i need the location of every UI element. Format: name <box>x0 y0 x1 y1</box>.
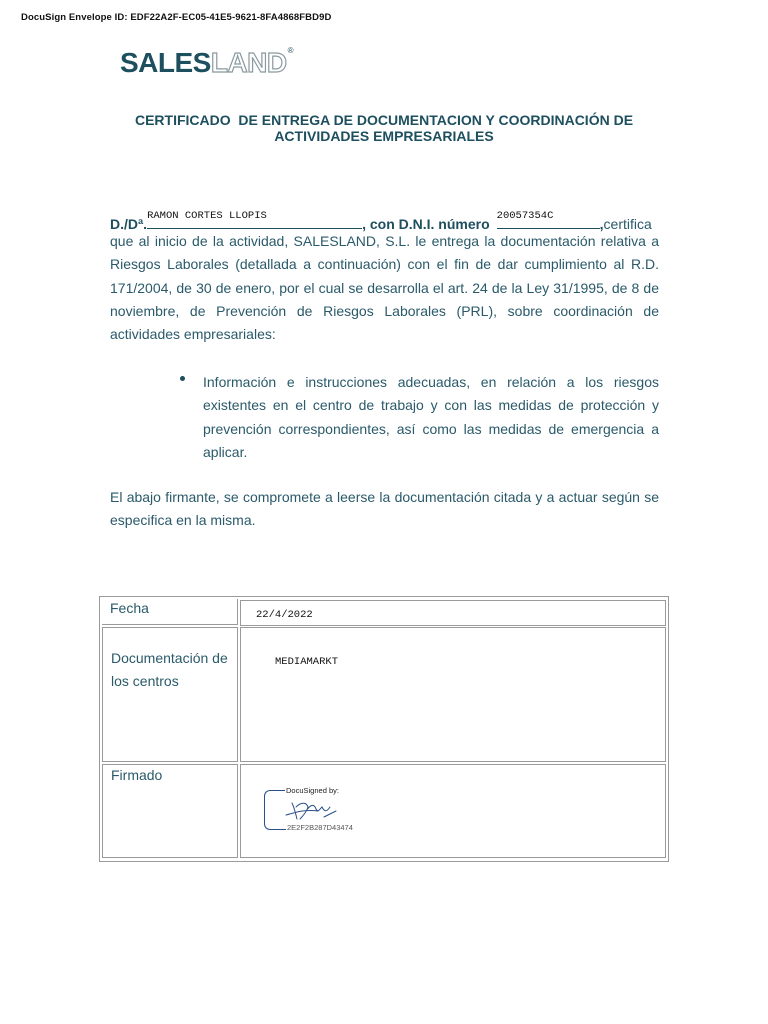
identity-line <box>110 206 659 230</box>
documentacion-label-cell <box>102 627 238 762</box>
title-line-1: CERTIFICADO DE ENTREGA DE DOCUMENTACION Y COORDINACIÓN DE <box>134 112 634 128</box>
docusign-signature-id: 2E2F2B287D43474 <box>287 823 353 832</box>
salesland-logo <box>120 46 294 82</box>
fecha-value-cell <box>240 600 666 626</box>
bullet-item: Información e instrucciones adecuadas, en relación a los riesgos existentes en el centro de trabajo y con las medidas de protección y prevención correspondientes, así como las medidas de emergencia a aplicar. <box>203 374 659 460</box>
fecha-label: Fecha <box>110 600 149 616</box>
signature-table <box>99 596 669 862</box>
name-field <box>147 210 362 229</box>
registered-mark: ® <box>287 46 294 55</box>
name-label: D./Dª. <box>110 216 148 232</box>
logo-text-sales: SALES <box>120 47 211 78</box>
bullet-dot <box>180 376 185 381</box>
certifica-word: certifica <box>603 216 652 232</box>
dni-label: , con D.N.I. número <box>362 216 490 232</box>
documentacion-label-line-1: Documentación de <box>111 650 228 666</box>
handwritten-signature <box>284 797 340 823</box>
documentacion-value-cell <box>240 627 666 762</box>
closing-paragraph: El abajo firmante, se compromete a leerse la documentación citada y a actuar según se especifica en la misma. <box>110 489 659 529</box>
certification-paragraph <box>110 206 659 346</box>
dni-field <box>496 210 600 229</box>
dni-value: 20057354C <box>496 210 554 222</box>
document-title <box>110 112 658 144</box>
certification-body: que al inicio de la actividad, SALESLAND, S.L. le entrega la documentación relativa a Riesgos Laborales (detallada a continuación) con el fin de dar cumplimiento al R.D. 171/2004, de 30 de enero, por el cual se desarrolla el art. 24 de la Ley 31/1995, de 8 de noviembre, de Prevención de Riesgos Laborales (PRL), sobre coordinación de actividades empresariales: <box>110 233 659 343</box>
title-line-2: ACTIVIDADES EMPRESARIALES <box>274 128 494 144</box>
firmado-label-cell <box>102 764 238 858</box>
docusigned-by-label: DocuSigned by: <box>286 786 339 795</box>
docusign-envelope-id: DocuSign Envelope ID: EDF22A2F-EC05-41E5-9621-8FA4868FBD9D <box>21 12 332 23</box>
logo-text-land: LAND <box>210 47 287 78</box>
fecha-label-cell <box>102 599 238 625</box>
dni-comma: , <box>599 216 604 232</box>
name-value: RAMON CORTES LLOPIS <box>147 210 267 222</box>
firmado-label: Firmado <box>111 767 163 783</box>
documentacion-label-line-2: los centros <box>111 673 179 689</box>
fecha-value: 22/4/2022 <box>256 609 313 621</box>
documentacion-value: MEDIAMARKT <box>275 656 339 668</box>
